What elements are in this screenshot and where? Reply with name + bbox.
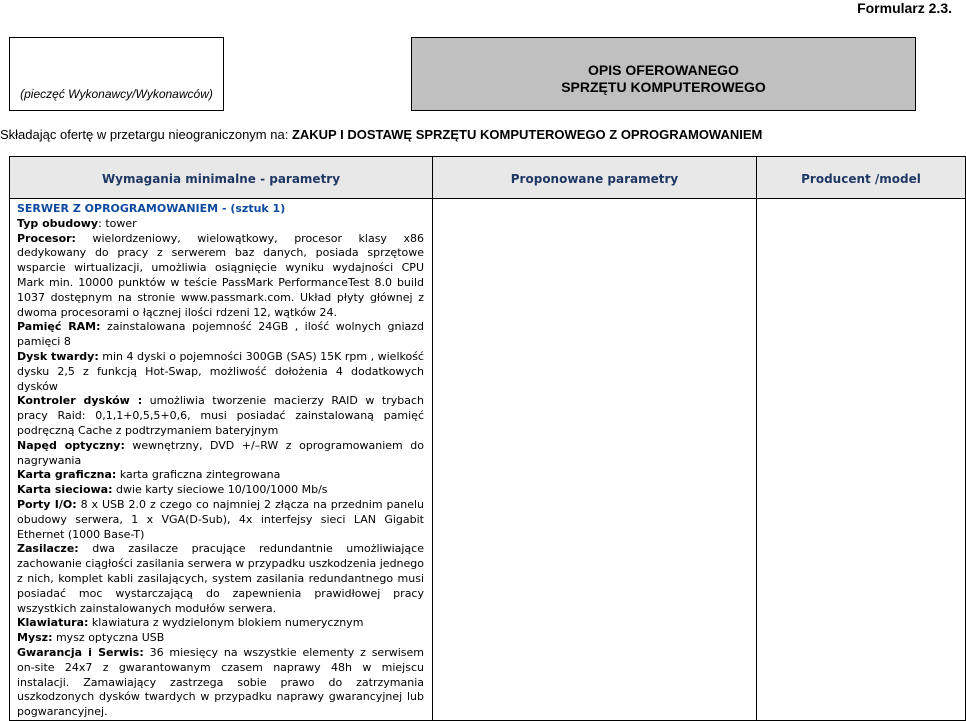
spec-hdd: Dysk twardy: min 4 dyski o pojemności 300GB (SAS) 15K rpm , wielkość dysku 2,5 z funkcją Hot-Swap, możliwość dołożenia 4 dodatkowych dysków	[17, 349, 424, 393]
header-producer-model: Producent /model	[757, 157, 966, 199]
spec-processor: Procesor: wielordzeniowy, wielowątkowy, procesor klasy x86 dedykowany do pracy z serwerem baz danych, posiada sprzętowe wsparcie wirtualizacji, umożliwia osiągnięcie wyniku wydajności CPU Mark min. 10000 punktów w teście PassMark PerformanceTest 8.0 build 1037 dostępnym na stronie www.passmark.com. Układ płyty głównej z dwoma procesorami o łącznej ilości rdzeni 12, wątków 24.	[17, 231, 424, 319]
offer-prefix: Składając ofertę w przetargu nieograniczonym na:	[0, 127, 289, 142]
table-row	[10, 199, 966, 721]
spec-case: Typ obudowy: tower	[17, 216, 137, 230]
spec-mouse: Mysz: mysz optyczna USB	[17, 631, 165, 645]
spec-io-ports: Porty I/O: 8 x USB 2.0 z czego co najmniej 2 złącza na przednim panelu obudowy serwera, 1 x VGA(D-Sub), 4x interfejsy sieci LAN Gigabit Ethernet (1000 Base-T)	[17, 497, 424, 541]
contractor-stamp-label: (pieczęć Wykonawcy/Wykonawców)	[20, 87, 213, 101]
requirements-cell	[10, 199, 433, 721]
contractor-stamp-box	[9, 37, 224, 111]
spec-warranty: Gwarancja i Serwis: 36 miesięcy na wszystkie elementy z serwisem on-site 24x7 z gwarantowanym czasem naprawy 48h w miejscu instalacji. Zamawiający zastrzega sobie prawo do zatrzymania uszkodzonych dysków twardych w przypadku naprawy gwarancyjnej lub pogwarancyjnej.	[17, 645, 424, 719]
spec-keyboard: Klawiatura: klawiatura z wydzielonym blokiem numerycznym	[17, 616, 364, 630]
form-number-label: Formularz 2.3.	[857, 0, 952, 16]
offer-subject: ZAKUP I DOSTAWĘ SPRZĘTU KOMPUTEROWEGO Z OPROGRAMOWANIEM	[291, 127, 763, 142]
producer-model-cell[interactable]	[757, 199, 966, 721]
table-header-row	[10, 157, 966, 199]
header-minimum-requirements: Wymagania minimalne - parametry	[10, 157, 433, 199]
proposed-parameters-cell[interactable]	[433, 199, 757, 721]
spec-network: Karta sieciowa: dwie karty sieciowe 10/100/1000 Mb/s	[17, 483, 328, 497]
document-title-box	[411, 37, 916, 111]
spec-graphics: Karta graficzna: karta graficzna zintegrowana	[17, 468, 281, 482]
spec-optical-drive: Napęd optyczny: wewnętrzny, DVD +/–RW z oprogramowaniem do nagrywania	[17, 438, 424, 467]
spec-raid-controller: Kontroler dysków : umożliwia tworzenie macierzy RAID w trybach pracy Raid: 0,1,1+0,5,5+0,6, musi posiadać zainstalowaną pamięć podręczną Cache z podtrzymaniem bateryjnym	[17, 394, 424, 437]
spec-power-supply: Zasilacze: dwa zasilacze pracujące redundantnie umożliwiające zachowanie ciągłości zasilania serwera w przypadku uszkodzenia jednego z nich, komplet kabli zasilających, system zasilania redundantnego musi posiadać moc wystarczającą do zapewnienia prawidłowej pracy wszystkich zainstalowanych modułów serwera.	[17, 542, 424, 615]
offer-statement	[0, 127, 762, 142]
spec-ram: Pamięć RAM: zainstalowana pojemność 24GB , ilość wolnych gniazd pamięci 8	[17, 320, 425, 349]
specification-table	[9, 156, 966, 721]
document-title-line2: SPRZĘTU KOMPUTEROWEGO	[561, 79, 766, 95]
header-proposed-parameters: Proponowane parametry	[433, 157, 757, 199]
section-title: SERWER Z OPROGRAMOWANIEM - (sztuk 1)	[17, 202, 286, 215]
document-title-line1: OPIS OFEROWANEGO	[588, 62, 739, 78]
